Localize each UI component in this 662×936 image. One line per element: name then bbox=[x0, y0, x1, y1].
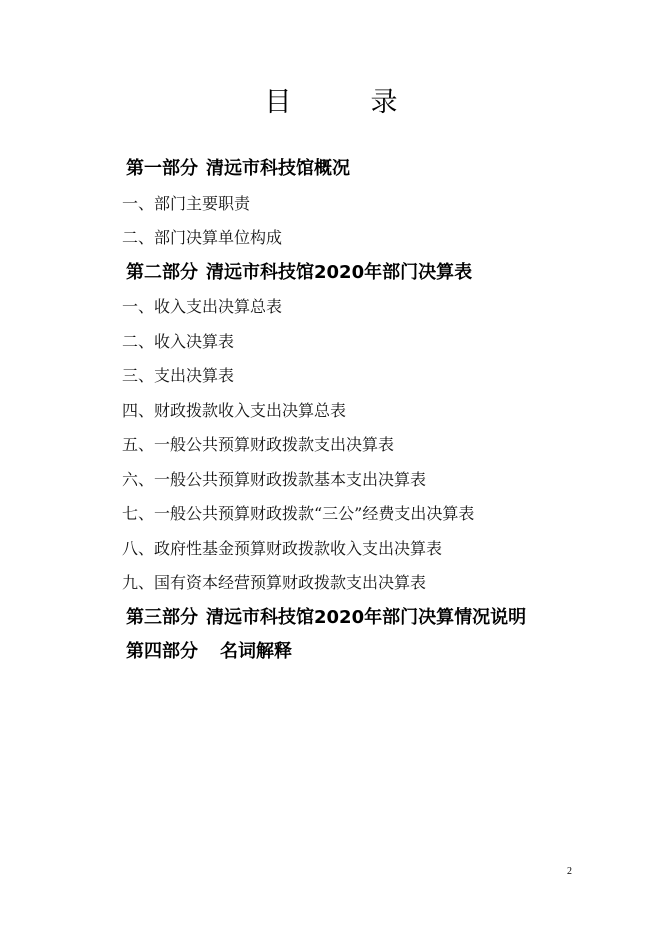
page-title bbox=[0, 80, 662, 119]
toc-part-4-label: 第四部分 bbox=[126, 641, 198, 662]
toc-part-3-label: 第三部分 bbox=[126, 606, 198, 628]
table-of-contents bbox=[122, 152, 622, 670]
toc-item: 七、一般公共预算财政拨款“三公”经费支出决算表 bbox=[122, 504, 475, 523]
toc-item: 二、收入决算表 bbox=[122, 331, 235, 351]
toc-part-2-label: 第二部分 bbox=[126, 261, 198, 283]
toc-part-4 bbox=[122, 635, 622, 670]
toc-part-4-title: 名词解释 bbox=[220, 641, 292, 662]
page-number: 2 bbox=[567, 866, 572, 877]
toc-part-3 bbox=[122, 601, 622, 636]
toc-part-1-label: 第一部分 bbox=[126, 158, 198, 179]
toc-item: 五、一般公共预算财政拨款支出决算表 bbox=[122, 435, 395, 454]
toc-item: 九、国有资本经营预算财政拨款支出决算表 bbox=[122, 573, 427, 592]
toc-part-3-title: 清远市科技馆2020年部门决算情况说明 bbox=[206, 606, 527, 628]
toc-item: 三、支出决算表 bbox=[122, 366, 235, 385]
title-char-2: 录 bbox=[370, 87, 398, 118]
toc-item: 八、政府性基金预算财政拨款收入支出决算表 bbox=[122, 538, 443, 558]
title-char-1: 目 bbox=[264, 87, 292, 118]
toc-item: 四、财政拨款收入支出决算总表 bbox=[122, 400, 347, 420]
toc-part-2 bbox=[122, 256, 622, 291]
toc-item: 一、收入支出决算总表 bbox=[122, 297, 283, 316]
toc-item: 二、部门决算单位构成 bbox=[122, 228, 283, 247]
toc-part-1 bbox=[122, 152, 622, 187]
toc-part-1-title: 清远市科技馆概况 bbox=[206, 158, 350, 179]
toc-part-2-title: 清远市科技馆2020年部门决算表 bbox=[206, 261, 473, 283]
toc-item: 一、部门主要职责 bbox=[122, 193, 251, 213]
toc-item: 六、一般公共预算财政拨款基本支出决算表 bbox=[122, 469, 427, 489]
